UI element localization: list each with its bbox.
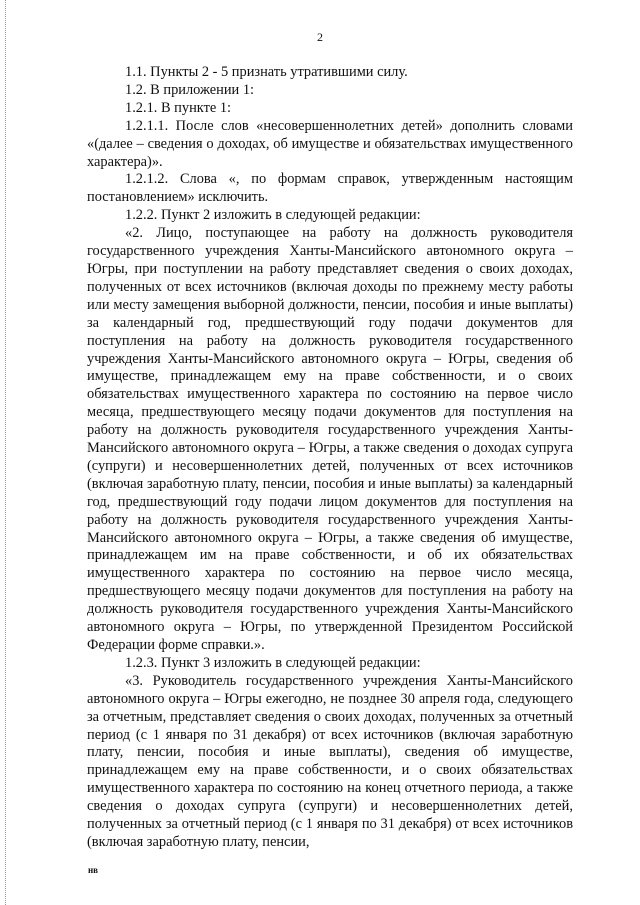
paragraph-1-2-1-1: 1.2.1.1. После слов «несовершеннолетних детей» дополнить словами «(далее – сведения о доходах, об имуществе и обязательствах имущественного характера)». (87, 117, 573, 170)
paragraph-point-2-text: «2. Лицо, поступающее на работу на должность руководителя государственного учреждения Ханты-Мансийского автономного округа – Югры, при поступлении на работу представляет сведения о своих доходах, полученных от всех источников (включая доходы по прежнему месту работы или месту замещения выборной должности, пенсии, пособия и иные выплаты) за календарный год, предшествующий году подачи документов для поступления на работу на должность руководителя государственного учреждения Ханты-Мансийского автономного округа – Югры, сведения об имуществе, принадлежащем ему на праве собственности, и о своих обязательствах имущественного характера по состоянию на первое число месяца, предшествующего месяцу подачи документов для поступления на работу на должность руководителя государственного учреждения Ханты-Мансийского автономного округа – Югры, а также сведения о доходах супруга (супруги) и несовершеннолетних детей, полученных от всех источников (включая заработную плату, пенсии, пособия и иные выплаты) за календарный год, предшествующий году подачи лицом документов для поступления на работу на должность руководителя государственного учреждения Ханты-Мансийского автономного округа – Югры, а также сведения об имуществе, принадлежащем им на праве собственности, и об их обязательствах имущественного характера по состоянию на первое число месяца, предшествующего месяцу подачи документов для поступления на работу на должность руководителя государственного учреждения Ханты-Мансийского автономного округа – Югры, по утвержденной Президентом Российской Федерации форме справки.». (87, 225, 573, 653)
page-left-edge (0, 0, 6, 905)
paragraph-1-1: 1.1. Пункты 2 - 5 признать утратившими силу. (125, 64, 408, 80)
paragraph-1-2-1: 1.2.1. В пункте 1: (125, 99, 232, 116)
paragraph-1-2-3: 1.2.3. Пункт 3 изложить в следующей редакции: (125, 654, 421, 671)
paragraph-1-2-2: 1.2.2. Пункт 2 изложить в следующей редакции: (125, 207, 421, 224)
page-number: 2 (317, 30, 323, 44)
document-body (87, 64, 573, 852)
paragraph-point-3-text: «3. Руководитель государственного учреждения Ханты-Мансийского автономного округа – Югры ежегодно, не позднее 30 апреля года, следующего за отчетным, представляет сведения о своих доходах, полученных за отчетный период (с 1 января по 31 декабря) от всех источников (включая заработную плату, пенсии, пособия и иные выплаты), сведения об имуществе, принадлежащем ему на праве собственности, и о своих обязательствах имущественного характера по состоянию на конец отчетного периода, а также сведения о доходах супруга (супруги) и несовершеннолетних детей, полученных за отчетный период (с 1 января по 31 декабря) от всех источников (включая заработную плату, пенсии, (87, 672, 573, 850)
paragraph-1-2-1-2: 1.2.1.2. Слова «, по формам справок, утвержденным настоящим постановлением» исключить. (87, 171, 573, 206)
paragraph-1-2: 1.2. В приложении 1: (125, 81, 255, 98)
footer-mark: нв (88, 865, 99, 875)
